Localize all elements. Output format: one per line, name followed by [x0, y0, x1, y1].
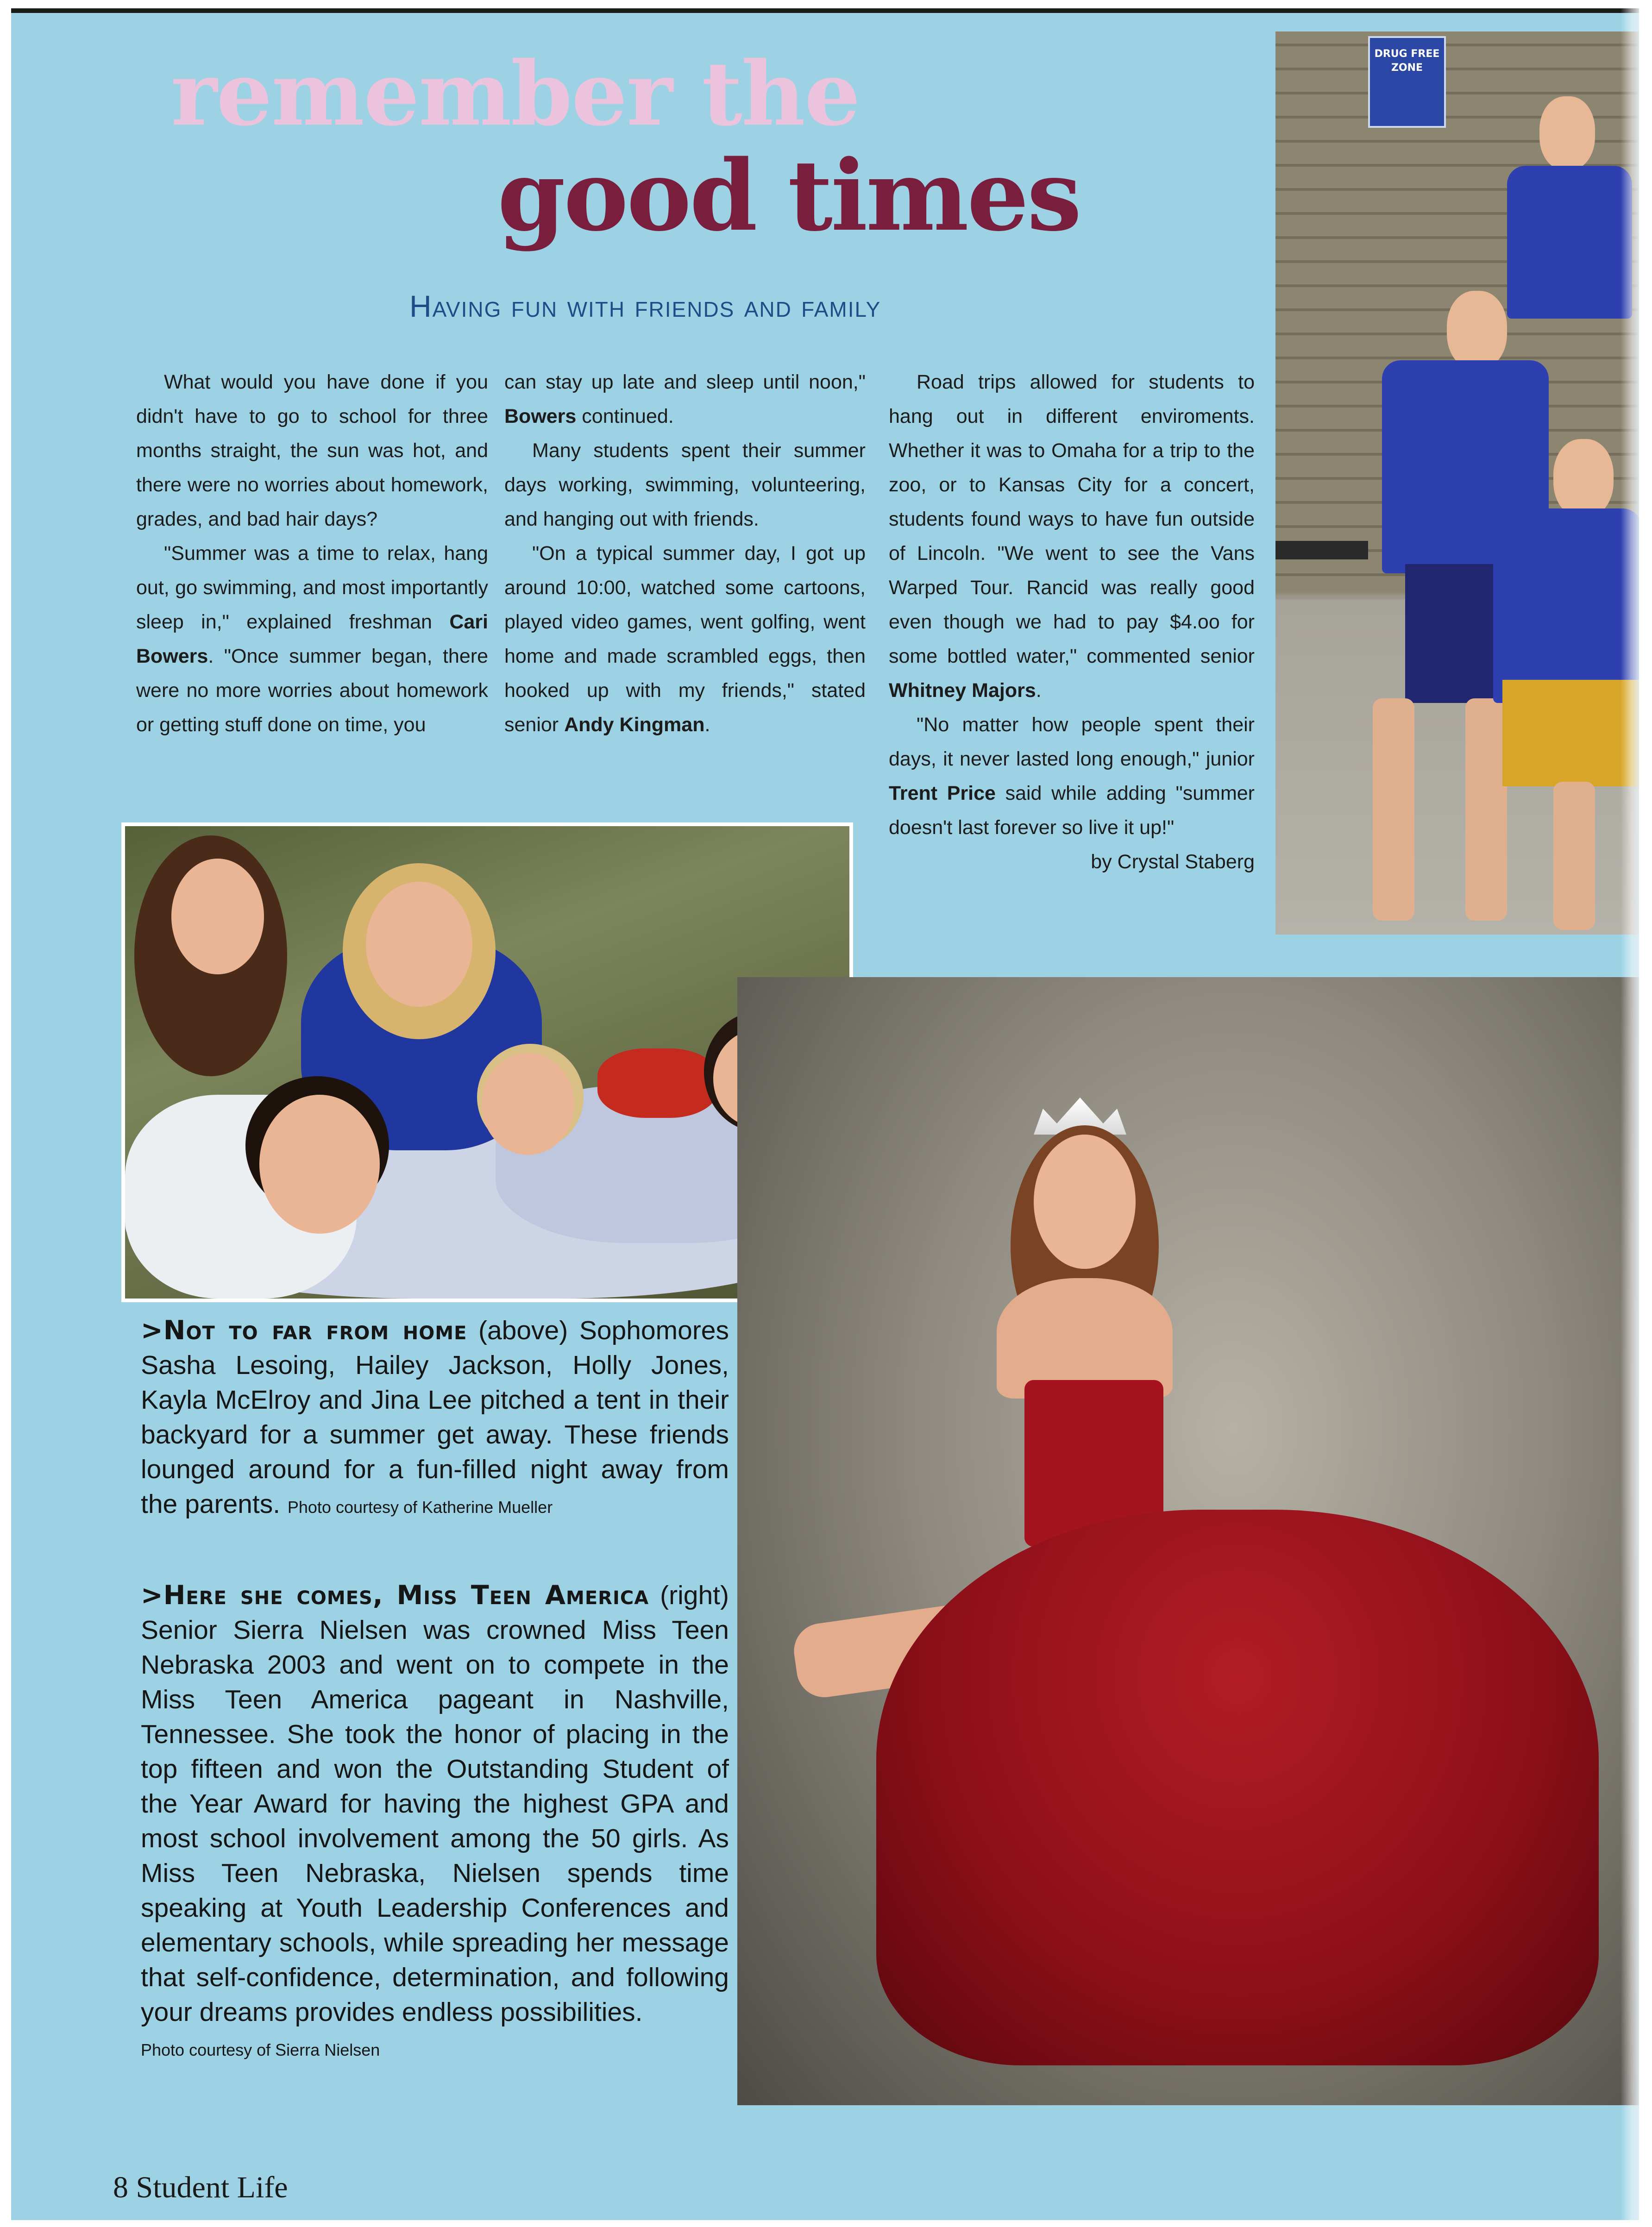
girl-face: [259, 1095, 380, 1234]
page-title-line-1: remember the: [171, 42, 860, 145]
article-text: Road trips allowed for students to hang out in different enviroments. Whether it was to Omaha for a trip to the zoo, or to Kansas City for a concert, students found ways to have fun outside of Lincoln. "We went to see the Vans Warped Tour. Rancid was really good even though we had to pay $4.oo for some bottled water," commented senior: [889, 371, 1255, 667]
student-name: Cari Bowers: [136, 611, 488, 667]
page-title-line-2: good times: [497, 138, 1080, 253]
yearbook-page: [11, 8, 1639, 2220]
girl-face: [366, 882, 472, 1007]
tent-photo-caption: [141, 1313, 729, 1524]
byline: by Crystal Staberg: [1091, 851, 1255, 873]
article-text: .: [704, 714, 710, 736]
photo-credit: Photo courtesy of Katherine Mueller: [287, 1498, 553, 1517]
article-column-1: [136, 365, 488, 742]
article-paragraph: [504, 536, 866, 742]
red-blanket: [597, 1048, 718, 1118]
article-column-2: [504, 365, 866, 742]
article-text: "No matter how people spent their days, it never lasted long enough," junior: [889, 714, 1255, 770]
article-paragraph: [889, 365, 1255, 708]
girl-face: [482, 1053, 574, 1155]
gown-skirt: [876, 1510, 1599, 2065]
article-text: "On a typical summer day, I got up around 10:00, watched some cartoons, played video games, went golfing, went home and made scrambled eggs, then hooked up with my friends," stated senior: [504, 542, 866, 736]
article-column-3: [889, 365, 1255, 879]
article-paragraph: [136, 536, 488, 742]
pageant-photo-caption: [141, 1578, 729, 2067]
caption-body: (above) Sophomores Sasha Lesoing, Hailey Jackson, Holly Jones, Kayla McElroy and Jina Lee pitched a tent in their backyard for a summer get away. These friends lounged around for a fun-filled night away from the parents.: [141, 1316, 729, 1519]
student-name: Bowers: [504, 405, 577, 427]
article-text: continued.: [576, 405, 674, 427]
photo-credit: Photo courtesy of Sierra Nielsen: [141, 2040, 380, 2059]
student-figure: [1484, 439, 1639, 930]
sign-text: DRUG FREE ZONE: [1374, 48, 1440, 74]
article-paragraph: What would you have done if you didn't have to go to school for three months straight, the sun was hot, and there were no worries about homework, grades, and bad hair days?: [136, 371, 488, 530]
article-text: . "Once summer began, there were no more worries about homework or getting stuff done on time, you: [136, 645, 488, 736]
caption-headline: >Here she comes, Miss Teen America: [141, 1580, 649, 1611]
girl-face: [171, 859, 264, 974]
page-folio: 8 Student Life: [113, 2171, 288, 2204]
pageant-photo: [737, 977, 1639, 2105]
article-text: said while adding "summer doesn't last forever so live it up!": [889, 782, 1255, 839]
student-name: Andy Kingman: [564, 714, 705, 736]
drug-free-zone-sign: [1368, 36, 1446, 128]
article-text: "Summer was a time to relax, hang out, go swimming, and most importantly sleep in," explained freshman: [136, 542, 488, 633]
student-name: Whitney Majors: [889, 679, 1036, 702]
page-subtitle: Having fun with friends and family: [409, 289, 881, 323]
caption-headline: >Not to far from home: [141, 1315, 467, 1346]
article-text: .: [1036, 679, 1042, 702]
article-paragraph: [889, 708, 1255, 845]
face: [1034, 1135, 1136, 1269]
page-binding-edge: [1621, 8, 1639, 2220]
caption-body: (right) Senior Sierra Nielsen was crowned Miss Teen Nebraska 2003 and went on to compete in the Miss Teen America pageant in Nashville, Tennessee. She took the honor of placing in the top fifteen and won the Outstanding Student of the Year Award for having the highest GPA and most school involvement among the 50 girls. As Miss Teen Nebraska, Nielsen spends time speaking at Youth Leadership Conferences and elementary schools, while spreading her message that self-confidence, determination, and following your dreams provides endless possibilities.: [141, 1581, 729, 2027]
article-text: can stay up late and sleep until noon,": [504, 371, 866, 393]
team-photo: [1275, 31, 1639, 935]
article-paragraph: [504, 365, 866, 433]
article-paragraph: Many students spent their summer days working, swimming, volunteering, and hanging out with friends.: [504, 439, 866, 530]
student-name: Trent Price: [889, 782, 996, 804]
